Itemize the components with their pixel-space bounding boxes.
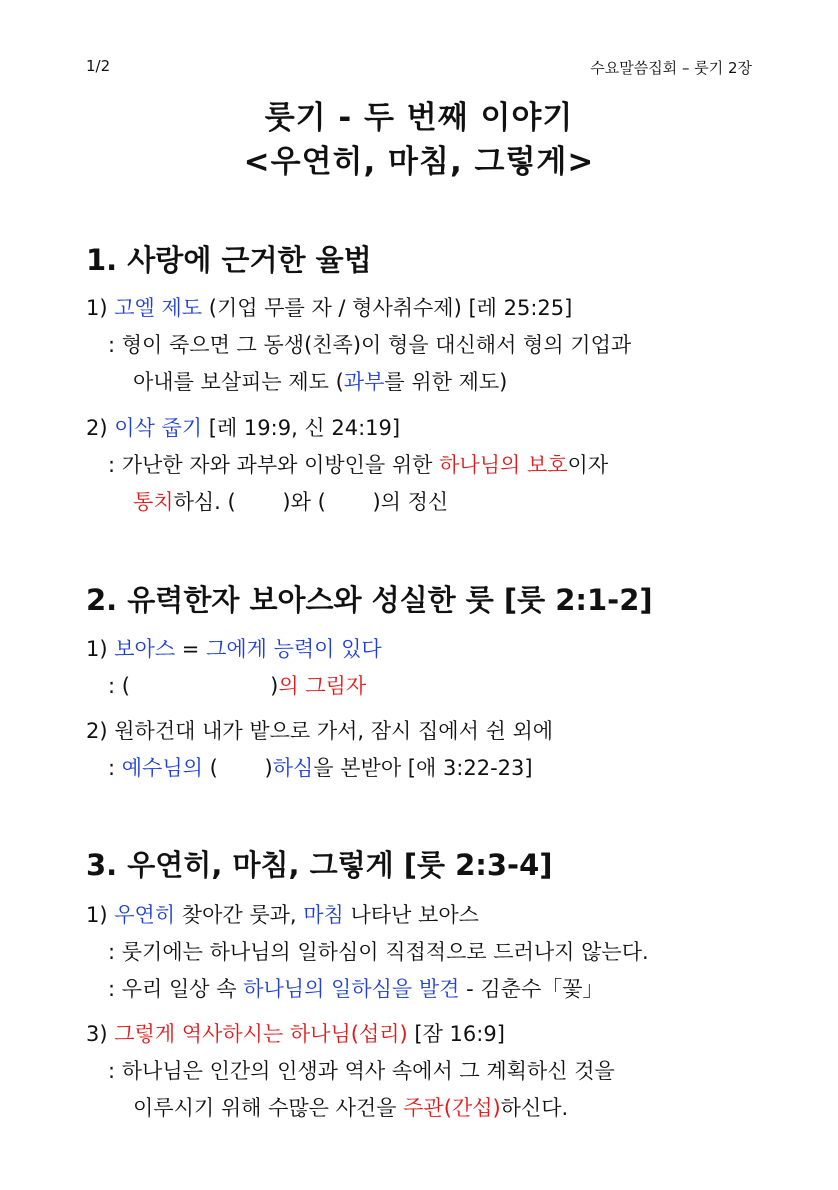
section-3-item-3	[86, 1018, 505, 1048]
item-keyword: 마침	[303, 903, 344, 927]
item-keyword: 이삭 줍기	[114, 416, 203, 440]
desc-keyword: 주관(간섭)	[403, 1096, 501, 1120]
item-number: 2)	[86, 719, 108, 743]
item-keyword: 우연히	[114, 903, 176, 927]
section-1-item-1	[86, 292, 572, 322]
page-header-left: 1/2	[86, 57, 111, 75]
item-number: 1)	[86, 637, 108, 661]
desc-text: : 가난한 자와 과부와 이방인을 위한	[108, 453, 440, 477]
section-2-item-1	[86, 633, 382, 663]
document-subtitle: <우연히, 마침, 그렇게>	[243, 144, 595, 180]
item-number: 2)	[86, 416, 108, 440]
section-1-item-1-desc-1: : 형이 죽으면 그 동생(친족)이 형을 대신해서 형의 기업과	[108, 333, 632, 357]
desc-text: 를 위한 제도)	[384, 370, 508, 394]
desc-text: 이자	[567, 453, 609, 477]
section-2-heading: 2. 유력한자 보아스와 성실한 룻 [룻 2:1-2]	[86, 583, 653, 617]
item-number: 1)	[86, 903, 108, 927]
item-keyword: 그렇게 역사하시는 하나님(섭리)	[114, 1022, 408, 1046]
desc-text: 이루시기 위해 수많은 사건을	[133, 1096, 404, 1120]
section-3-heading: 3. 우연히, 마침, 그렇게 [룻 2:3-4]	[86, 848, 553, 882]
item-number: 1)	[86, 296, 108, 320]
section-2-item-1-desc	[108, 670, 366, 700]
desc-keyword: 하심	[272, 756, 314, 780]
section-2-item-2-desc	[108, 752, 533, 782]
item-text: [잠 16:9]	[407, 1022, 505, 1046]
item-text: (기업 무를 자 / 형사취수제) [레 25:25]	[202, 296, 573, 320]
item-keyword: 고엘 제도	[114, 296, 203, 320]
desc-keyword: 의 그림자	[278, 674, 367, 698]
desc-text: 아내를 보살피는 제도 (	[133, 370, 344, 394]
desc-text: ( )	[202, 756, 273, 780]
desc-keyword: 하나님의 보호	[439, 453, 568, 477]
item-number: 3)	[86, 1022, 108, 1046]
item-text: 나타난 보아스	[343, 903, 479, 927]
section-1-item-1-desc-2	[133, 366, 507, 396]
desc-text: 하심. ( )와 ( )의 정신	[173, 490, 449, 514]
desc-keyword: 하나님의 일하심을 발견	[243, 977, 460, 1001]
section-1-heading: 1. 사랑에 근거한 율법	[86, 243, 372, 277]
section-3-item-1-desc-1: : 룻기에는 하나님의 일하심이 직접적으로 드러나지 않는다.	[108, 940, 649, 964]
item-text: 원하건대 내가 밭으로 가서, 잠시 집에서 쉰 외에	[114, 719, 554, 743]
desc-text: : ( )	[108, 674, 279, 698]
desc-keyword: 통치	[133, 490, 174, 514]
page-header-right: 수요말씀집회 – 룻기 2장	[590, 59, 752, 77]
item-keyword: 그에게 능력이 있다	[206, 637, 382, 661]
section-2-item-2	[86, 715, 553, 745]
desc-text: 하신다.	[500, 1096, 569, 1120]
desc-keyword: 과부	[343, 370, 385, 394]
section-3-item-1-desc-2	[108, 973, 604, 1003]
desc-keyword: 예수님의	[121, 756, 203, 780]
item-text: =	[175, 637, 207, 661]
desc-text: : 우리 일상 속	[108, 977, 244, 1001]
desc-text: - 김춘수「꽃」	[459, 977, 604, 1001]
document-title: 룻기 - 두 번째 이야기	[264, 100, 574, 136]
item-keyword: 보아스	[114, 637, 176, 661]
section-1-item-2-desc-2	[133, 486, 448, 516]
desc-text: :	[108, 756, 122, 780]
section-1-item-2	[86, 412, 400, 442]
section-1-item-2-desc-1	[108, 449, 608, 479]
section-3-item-3-desc-2	[133, 1092, 568, 1122]
item-text: 찾아간 룻과,	[175, 903, 304, 927]
section-3-item-3-desc-1: : 하나님은 인간의 인생과 역사 속에서 그 계획하신 것을	[108, 1059, 615, 1083]
item-text: [레 19:9, 신 24:19]	[202, 416, 401, 440]
section-3-item-1	[86, 899, 479, 929]
desc-text: 을 본받아 [애 3:22-23]	[313, 756, 533, 780]
